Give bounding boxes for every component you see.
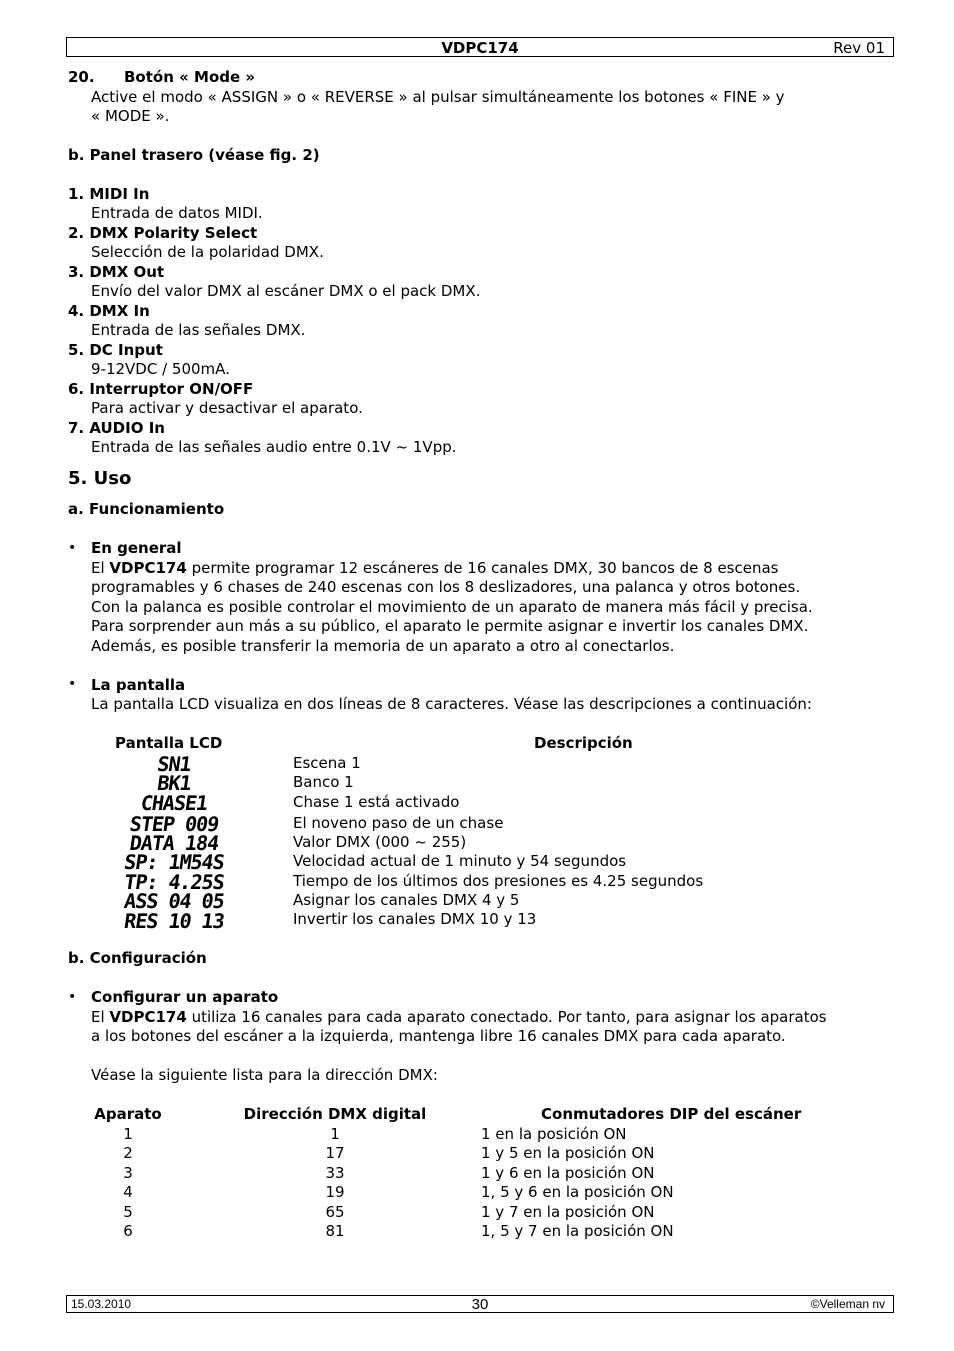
panel-item-label: 2. DMX Polarity Select xyxy=(68,224,258,242)
lcd-display-text: ASS 04 05 xyxy=(122,889,226,913)
dmx-table-device: 2 xyxy=(123,1144,133,1162)
lcd-display-text: CHASE1 xyxy=(139,791,209,815)
panel-item-desc: Para activar y desactivar el aparato. xyxy=(91,399,363,417)
dmx-table-device: 1 xyxy=(123,1125,133,1143)
dmx-table-address: 81 xyxy=(325,1222,345,1240)
panel-item-desc: Entrada de datos MIDI. xyxy=(91,204,263,222)
dmx-table-address: 65 xyxy=(325,1203,345,1221)
panel-item-desc: 9-12VDC / 500mA. xyxy=(91,360,230,378)
dmx-table-dip: 1 en la posición ON xyxy=(481,1125,627,1143)
subsection-title: b. Configuración xyxy=(68,949,207,967)
dmx-table-device: 5 xyxy=(123,1203,133,1221)
lcd-description: Tiempo de los últimos dos presiones es 4.25 segundos xyxy=(293,872,704,890)
general-title: En general xyxy=(91,539,182,557)
panel-item-label: 6. Interruptor ON/OFF xyxy=(68,380,254,398)
dmx-table-dip: 1 y 6 en la posición ON xyxy=(481,1164,655,1182)
lcd-display-text: BK1 xyxy=(155,771,193,795)
bullet-icon: • xyxy=(68,989,77,1005)
lcd-display-text: DATA 184 xyxy=(128,831,220,855)
dmx-table-dip: 1, 5 y 6 en la posición ON xyxy=(481,1183,674,1201)
dmx-table-header-device: Aparato xyxy=(94,1105,162,1123)
dmx-table-header-dip: Conmutadores DIP del escáner xyxy=(541,1105,802,1123)
lcd-display-text: STEP 009 xyxy=(128,812,220,836)
lcd-description: El noveno paso de un chase xyxy=(293,814,504,832)
panel-item-desc: Entrada de las señales DMX. xyxy=(91,321,306,339)
config-text-3: Véase la siguiente lista para la dirección DMX: xyxy=(91,1066,438,1084)
lcd-description: Banco 1 xyxy=(293,773,354,791)
lcd-description: Invertir los canales DMX 10 y 13 xyxy=(293,910,537,928)
bullet-icon: • xyxy=(68,540,77,556)
panel-item-label: 3. DMX Out xyxy=(68,263,165,281)
dmx-table-device: 4 xyxy=(123,1183,133,1201)
panel-title: b. Panel trasero (véase fig. 2) xyxy=(68,146,320,164)
pantalla-text: La pantalla LCD visualiza en dos líneas de 8 caracteres. Véase las descripciones a continuación: xyxy=(91,695,812,713)
footer-date: 15.03.2010 xyxy=(71,1297,132,1311)
dmx-table-address: 17 xyxy=(325,1144,345,1162)
dmx-table-device: 6 xyxy=(123,1222,133,1240)
dmx-table-address: 1 xyxy=(330,1125,340,1143)
dmx-table-address: 33 xyxy=(325,1164,345,1182)
dmx-table-dip: 1 y 5 en la posición ON xyxy=(481,1144,655,1162)
config-text-2: a los botones del escáner a la izquierda, mantenga libre 16 canales DMX para cada aparato. xyxy=(91,1027,786,1045)
section-20-text-1: Active el modo « ASSIGN » o « REVERSE » al pulsar simultáneamente los botones « FINE » y xyxy=(91,88,785,106)
config-text-1: El VDPC174 utiliza 16 canales para cada aparato conectado. Por tanto, para asignar los aparatos xyxy=(91,1008,827,1026)
section-20-text-2: « MODE ». xyxy=(91,107,170,125)
panel-item-label: 5. DC Input xyxy=(68,341,163,359)
lcd-display-text: SN1 xyxy=(155,752,193,776)
header-model: VDPC174 xyxy=(441,39,519,57)
lcd-table-header-description: Descripción xyxy=(534,734,633,752)
dmx-table-header-address: Dirección DMX digital xyxy=(243,1105,427,1123)
lcd-display-text: TP: 4.25S xyxy=(122,870,226,894)
lcd-display-text: RES 10 13 xyxy=(122,909,226,933)
dmx-table-dip: 1, 5 y 7 en la posición ON xyxy=(481,1222,674,1240)
lcd-display-text: SP: 1M54S xyxy=(122,850,226,874)
general-text-3: Con la palanca es posible controlar el movimiento de un aparato de manera más fácil y precisa. xyxy=(91,598,813,616)
product-name: VDPC174 xyxy=(109,1008,187,1026)
general-text-1: El VDPC174 permite programar 12 escáneres de 16 canales DMX, 30 bancos de 8 escenas xyxy=(91,559,779,577)
footer-copyright: ©Velleman nv xyxy=(810,1297,885,1311)
panel-item-label: 4. DMX In xyxy=(68,302,150,320)
panel-item-desc: Entrada de las señales audio entre 0.1V ~ 1Vpp. xyxy=(91,438,457,456)
panel-item-label: 1. MIDI In xyxy=(68,185,150,203)
subsection-title: a. Funcionamiento xyxy=(68,500,225,518)
dmx-table-address: 19 xyxy=(325,1183,345,1201)
lcd-table-header-display: Pantalla LCD xyxy=(115,734,223,752)
page-footer xyxy=(66,1295,894,1313)
config-title: Configurar un aparato xyxy=(91,988,279,1006)
lcd-description: Velocidad actual de 1 minuto y 54 segundos xyxy=(293,852,627,870)
section-20-number: 20. xyxy=(68,68,95,86)
product-name: VDPC174 xyxy=(109,559,187,577)
dmx-table-dip: 1 y 7 en la posición ON xyxy=(481,1203,655,1221)
section-heading: 5. Uso xyxy=(68,468,132,489)
pantalla-title: La pantalla xyxy=(91,676,186,694)
section-20-title: Botón « Mode » xyxy=(124,68,256,86)
bullet-icon: • xyxy=(68,676,77,692)
lcd-description: Escena 1 xyxy=(293,754,361,772)
general-text-5: Además, es posible transferir la memoria de un aparato a otro al conectarlos. xyxy=(91,637,675,655)
lcd-description: Chase 1 está activado xyxy=(293,793,460,811)
general-text-4: Para sorprender aun más a su público, el aparato le permite asignar e invertir los canales DMX. xyxy=(91,617,809,635)
dmx-table-device: 3 xyxy=(123,1164,133,1182)
panel-item-label: 7. AUDIO In xyxy=(68,419,165,437)
page-header xyxy=(66,37,894,57)
panel-item-desc: Selección de la polaridad DMX. xyxy=(91,243,324,261)
lcd-description: Valor DMX (000 ~ 255) xyxy=(293,833,467,851)
header-revision: Rev 01 xyxy=(833,39,885,57)
general-text-2: programables y 6 chases de 240 escenas con los 8 deslizadores, una palanca y otros botones. xyxy=(91,578,801,596)
panel-item-desc: Envío del valor DMX al escáner DMX o el pack DMX. xyxy=(91,282,481,300)
lcd-description: Asignar los canales DMX 4 y 5 xyxy=(293,891,520,909)
page-number: 30 xyxy=(471,1296,489,1313)
